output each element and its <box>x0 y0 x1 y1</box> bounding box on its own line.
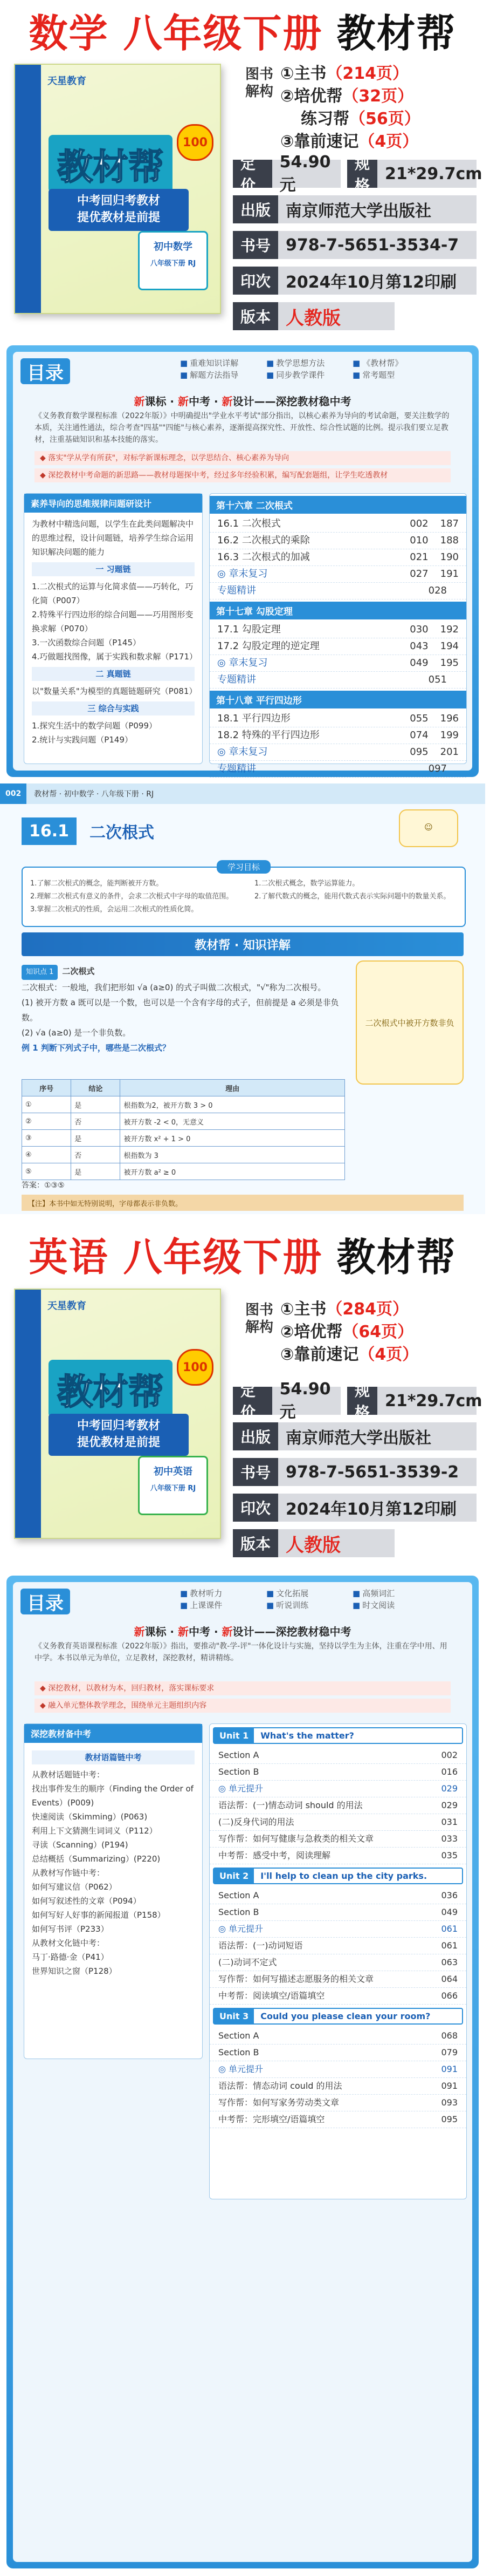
eng-price: 定价 54.90元 <box>233 1387 341 1415</box>
table-header: 理由 <box>120 1080 345 1096</box>
toc-row: 17.2 勾股定理的逆定理 043 194 <box>210 638 466 655</box>
left-col-item: 1.探究生活中的数学问题（P099） <box>32 721 157 731</box>
cover-stamp: 100 <box>177 1349 213 1386</box>
eng-size: 规格 21*29.7cm <box>347 1387 477 1415</box>
left-col-item: 3.一次函数综合问题（P145） <box>32 638 141 648</box>
note-bar: 【注】本书中如无特别说明，字母都表示非负数。 <box>22 1195 464 1211</box>
toc-bullet: ◆ 深挖教材，以教材为本，回归教材，落实课标要求 <box>34 1681 451 1695</box>
toc-chapter: 第十六章 二次根式 <box>210 496 466 514</box>
book-spine <box>15 1290 41 1538</box>
sample-page-header <box>0 783 485 804</box>
toc-row: Section B 049 <box>210 1904 466 1921</box>
toc-row: 16.3 二次根式的加减 021 190 <box>210 549 466 566</box>
left-col-item: 以"数量关系"为模型的真题链题研究（P081） <box>32 686 197 696</box>
goals-left: 1.了解二次根式的概念，能判断被开方数。 2.理解二次根式有意义的条件，会求二次根式中字母的取值范围。 3.掌握二次根式的性质，会运用二次根式的性质化简。 <box>30 880 233 914</box>
toc-row: 16.2 二次根式的乘除 010 188 <box>210 533 466 549</box>
cover-brand: 天星教育 <box>47 76 86 87</box>
eng-isbn: 书号 978-7-5651-3539-2 <box>233 1458 477 1486</box>
math-title-brand: 教材帮 <box>336 11 457 56</box>
toc-bullet: ◆ 融入单元整体教学理念，围绕单元主题组织内容 <box>34 1699 451 1713</box>
toc-bullet: ◆ 深挖教材中考命题的新思路——教材母题探中考，经过多年经验积累，编写配套题组，让学生吃透教材 <box>34 468 451 482</box>
left-col-item: 4.巧做题找图像，属于实践和数求解（P171） <box>32 652 197 662</box>
left-col-item: 1.二次根式的运算与化简求值——巧转化，巧化简（P007） <box>32 582 194 605</box>
eng-left-column <box>24 1723 203 2059</box>
left-col-sub: 一 习题链 <box>32 562 195 576</box>
left-col-head: 素养导向的思维规律问题研设计 <box>24 494 202 513</box>
toc-row: 专题精讲 028 <box>210 583 466 599</box>
left-col-item: 从教材写作链中考： <box>32 1868 105 1878</box>
eng-title-brand: 教材帮 <box>336 1235 457 1280</box>
math-toc-list <box>209 493 467 774</box>
toc-row: 写作帮：如何写家务劳动类文章 093 <box>210 2095 466 2111</box>
math-parts-label: 图书解构 <box>241 66 277 100</box>
eng-parts-label: 图书解构 <box>241 1301 277 1336</box>
math-part: ③靠前速记（4页） <box>280 132 419 151</box>
left-col-item: 从教材话题链中考： <box>32 1770 105 1780</box>
toc-features: ■ 教材听力 ■ 上课课件 <box>180 1589 223 1610</box>
left-col-item: 如何写叙述性的文章（P094） <box>32 1896 141 1906</box>
cover-subject <box>138 231 208 290</box>
knowledge-banner: 教材帮 · 知识详解 <box>22 932 464 956</box>
toc-left-column <box>24 493 203 764</box>
toc-row: Section B 016 <box>210 1764 466 1781</box>
table-row: ⑤ 是 被开方数 a² ≥ 0 <box>22 1163 345 1180</box>
cover-brand: 天星教育 <box>47 1300 86 1312</box>
toc-badge: 目录 <box>20 1589 70 1614</box>
toc-features: ■ 教学思想方法 ■ 同步教学课件 <box>266 358 325 380</box>
left-col-item: 利用上下文猜测生词词义（P112） <box>32 1826 157 1836</box>
subject-line-1: 初中数学 <box>154 241 192 253</box>
subject-line-2: 八年级下册 RJ <box>150 260 196 268</box>
book-spine <box>15 65 41 313</box>
toc-headline: 新课标 · 新中考 · 新设计——深挖教材稳中考 <box>134 395 351 408</box>
toc-row: 语法帮：(一)情态动词 should 的用法 029 <box>210 1797 466 1814</box>
toc-row: 中考帮：感受中考，阅读理解 035 <box>210 1848 466 1864</box>
math-part: ①主书（214页） <box>280 64 409 83</box>
eng-toc-panel <box>6 1576 479 2568</box>
toc-features: ■ 文化拓展 ■ 听说训练 <box>266 1589 309 1610</box>
toc-intro: 《义务教育英语课程标准（2022年版）》指出，要推动"教-学-评"一体化设计与实施，坚持以学生为主体，注重在学中用、用中学。本书以单元为单位，立足教材，深挖教材，精讲精练。 <box>34 1642 447 1662</box>
toc-row: 写作帮：如何写描述志愿服务的相关文章 064 <box>210 1971 466 1988</box>
math-isbn: 书号 978-7-5651-3534-7 <box>233 231 477 259</box>
toc-row: Section A 036 <box>210 1887 466 1904</box>
toc-row: 18.1 平行四边形 055 196 <box>210 711 466 727</box>
slogan-line-2: 提优教材是前提 <box>77 1435 160 1449</box>
left-col-sub: 教材语篇链中考 <box>32 1750 195 1764</box>
left-col-item: 快速阅读（Skimming）(P063) <box>32 1812 148 1822</box>
math-size: 规格 21*29.7cm <box>347 160 477 188</box>
table-row: ④ 否 根指数为 3 <box>22 1147 345 1163</box>
left-col-item: 寻读（Scanning）(P194) <box>32 1840 128 1850</box>
eng-parts-list <box>280 1298 418 1366</box>
section-number: 16.1 <box>22 817 77 845</box>
goals-title: 学习目标 <box>217 860 271 874</box>
example-table <box>22 1079 345 1180</box>
toc-row: 写作帮：如何写健康与急救类的相关文章 033 <box>210 1831 466 1848</box>
cover-stamp: 100 <box>177 124 213 161</box>
math-part: ②培优帮（32页） <box>280 87 414 106</box>
toc-intro: 《义务教育数学课程标准（2022年版）》中明确提出"学业水平考试"部分指出，以核心素养为导向的考试命题，要关注数学的本质，关注通性通法，综合考查"四基""四能"与核心素养，逐渐提高探究性、开放性、综合性试题的比例。提示我们要立足教材，注重基础知识和基本技能的落实。 <box>34 412 450 444</box>
toc-row: (二)反身代词的用法 031 <box>210 1814 466 1831</box>
kp-name: 二次根式 <box>62 966 95 976</box>
subject-line-2: 八年级下册 RJ <box>150 1484 196 1493</box>
toc-features: ■ 《教材帮》 ■ 常考题型 <box>353 358 403 380</box>
toc-row: Section A 002 <box>210 1747 466 1764</box>
eng-edition: 版本 人教版 <box>233 1529 395 1557</box>
math-part: 练习帮（56页） <box>301 110 420 128</box>
table-header: 序号 <box>22 1080 71 1096</box>
eng-part: ②培优帮（64页） <box>280 1323 414 1341</box>
left-col-body: 为教材中精选问题，以学生在此类问题解决中的思维过程，设计问题链，培养学生综合运用知识解决问题的能力 <box>32 519 194 557</box>
cover-logo: 教材帮 <box>49 1360 172 1418</box>
left-col-item: 如何写好人好事的新闻报道（P158） <box>32 1910 165 1920</box>
slogan-line-2: 提优教材是前提 <box>77 210 160 224</box>
cover-logo: 教材帮 <box>49 135 172 193</box>
left-col-head: 深挖教材备中考 <box>24 1724 202 1743</box>
toc-row: 专题精讲 097 <box>210 761 466 778</box>
left-col-sub: 二 真题链 <box>32 667 195 681</box>
math-print: 印次 2024年10月第12印刷 <box>233 267 477 295</box>
toc-row: 17.1 勾股定理 030 192 <box>210 622 466 638</box>
eng-part: ③靠前速记（4页） <box>280 1345 419 1364</box>
toc-row: (二)动词不定式 063 <box>210 1954 466 1971</box>
eng-print: 印次 2024年10月第12印刷 <box>233 1494 477 1522</box>
unit-header: Unit 2 I'll help to clean up the city parks. <box>213 1868 463 1884</box>
toc-row: 中考帮：完形填空/语篇填空 095 <box>210 2111 466 2128</box>
left-col-sub: 三 综合与实践 <box>32 701 195 715</box>
left-col-item: 2.特殊平行四边形的综合问题——巧用图形变换求解（P070） <box>32 610 194 633</box>
left-col-item: 总结概括（Summarizing）(P220) <box>32 1854 161 1864</box>
toc-chapter: 第十七章 勾股定理 <box>210 602 466 619</box>
toc-row: ◎ 章末复习 095 201 <box>210 744 466 761</box>
math-book-cover <box>14 64 221 314</box>
math-toc-panel <box>6 345 479 777</box>
table-row: ① 是 根指数为2，被开方数 3 > 0 <box>22 1096 345 1113</box>
cover-slogan <box>49 1414 189 1456</box>
table-row: ② 否 被开方数 -2 < 0，无意义 <box>22 1113 345 1130</box>
toc-row: Section A 068 <box>210 2028 466 2045</box>
slogan-line-1: 中考回归考教材 <box>77 194 160 208</box>
toc-chapter: 第十八章 平行四边形 <box>210 691 466 708</box>
left-col-item: 世界知识之窗（P128） <box>32 1966 117 1976</box>
eng-title-subject: 英语 八年级下册 <box>29 1235 323 1280</box>
kp-note: (2) √a (a≥0) 是一个非负数。 <box>22 1028 131 1038</box>
section-name: 二次根式 <box>89 823 155 842</box>
toc-bullet: ◆ 落实"学从学有所获"，对标学新课标理念，以学思结合、核心素养为导向 <box>34 451 451 465</box>
unit-header: Unit 1 What's the matter? <box>213 1727 463 1744</box>
toc-row: ◎ 单元提升 091 <box>210 2061 466 2078</box>
example-answer: 答案：①③⑤ <box>22 1181 65 1190</box>
math-price: 定价 54.90元 <box>233 160 341 188</box>
toc-row: 中考帮：阅读填空/语篇填空 066 <box>210 1988 466 2005</box>
table-header: 结论 <box>71 1080 120 1096</box>
math-publisher: 出版 南京师范大学出版社 <box>233 195 477 223</box>
cartoon-tip: 二次根式中被开方数非负 <box>356 960 464 1085</box>
knowledge-point <box>22 964 345 1055</box>
toc-headline: 新课标 · 新中考 · 新设计——深挖教材稳中考 <box>134 1625 351 1638</box>
left-col-item: 从教材文化链中考： <box>32 1938 105 1948</box>
slogan-line-1: 中考回归考教材 <box>77 1419 160 1433</box>
toc-row: 语法帮：情态动词 could 的用法 091 <box>210 2078 466 2095</box>
section-title <box>22 814 154 848</box>
eng-publisher: 出版 南京师范大学出版社 <box>233 1422 477 1450</box>
page-breadcrumb: 教材帮 · 初中数学 · 八年级下册 · RJ <box>34 790 154 799</box>
math-parts-list <box>280 63 420 153</box>
toc-row: ◎ 单元提升 061 <box>210 1921 466 1938</box>
toc-row: ◎ 单元提升 029 <box>210 1781 466 1797</box>
left-col-item: 如何写书评（P233） <box>32 1924 109 1934</box>
eng-title <box>0 1224 485 1284</box>
cover-subject <box>138 1456 208 1515</box>
mascot-icon: ☺ <box>399 809 458 847</box>
eng-unit-toc <box>209 1723 467 2199</box>
page-number: 002 <box>0 783 26 804</box>
toc-row: 16.1 二次根式 002 187 <box>210 516 466 533</box>
math-edition: 版本 人教版 <box>233 302 395 330</box>
kp-badge: 知识点 1 <box>22 965 58 980</box>
left-col-item: 2.统计与实践问题（P149） <box>32 735 133 745</box>
left-col-item: 马丁·路德·金（P41） <box>32 1952 109 1962</box>
unit-header: Unit 3 Could you please clean your room? <box>213 2008 463 2025</box>
toc-row: ◎ 章末复习 027 191 <box>210 566 466 583</box>
math-title <box>0 0 485 60</box>
toc-row: ◎ 章末复习 049 195 <box>210 655 466 672</box>
left-col-item: 如何写建议信（P062） <box>32 1882 117 1892</box>
cover-slogan <box>49 189 189 231</box>
left-col-item: 找出事件发生的顺序（Finding the Order of Events）(P009) <box>32 1784 194 1808</box>
eng-book-cover <box>14 1289 221 1539</box>
toc-row: 专题精讲 051 <box>210 672 466 689</box>
math-title-subject: 数学 八年级下册 <box>29 11 323 56</box>
learning-goals <box>22 862 466 927</box>
toc-features: ■ 重难知识详解 ■ 解题方法指导 <box>180 358 239 380</box>
subject-line-1: 初中英语 <box>154 1466 192 1477</box>
eng-part: ①主书（284页） <box>280 1300 409 1319</box>
toc-badge: 目录 <box>20 358 70 384</box>
toc-features: ■ 高频词汇 ■ 时文阅读 <box>353 1589 395 1610</box>
toc-row: 18.2 特殊的平行四边形 074 199 <box>210 727 466 744</box>
goals-right: 1.二次根式概念，数学运算能力。 2.了解代数式的概念，能用代数式表示实际问题中的数量关系。 <box>254 880 451 901</box>
kp-note: (1) 被开方数 a 既可以是一个数，也可以是一个含有字母的式子，但前提是 a 必须是非负数。 <box>22 998 339 1023</box>
kp-definition: 二次根式：一般地，我们把形如 √a (a≥0) 的式子叫做二次根式，"√"称为二次根号。 <box>22 983 326 992</box>
toc-row: 语法帮：(一)动词短语 061 <box>210 1938 466 1954</box>
table-row: ③ 是 被开方数 x² + 1 > 0 <box>22 1130 345 1147</box>
example-title: 例 1 判断下列式子中，哪些是二次根式？ <box>22 1043 170 1053</box>
toc-row: Section B 079 <box>210 2045 466 2061</box>
